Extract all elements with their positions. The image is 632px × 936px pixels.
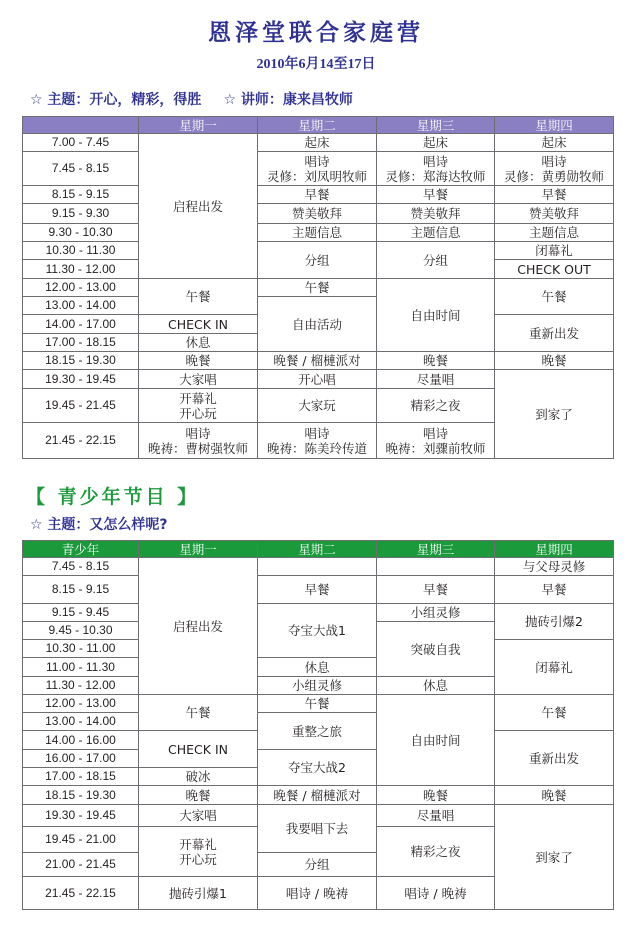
schedule-cell: 我要唱下去	[258, 805, 377, 853]
schedule-cell: 休息	[139, 334, 258, 352]
table-row	[23, 279, 614, 297]
schedule-cell: 主题信息	[377, 224, 495, 242]
column-header: 星期四	[495, 117, 614, 134]
schedule-cell: 自由时间	[377, 279, 495, 352]
schedule-cell: 唱诗 / 晚祷	[258, 877, 377, 910]
time-cell: 19.45 - 21.45	[23, 389, 139, 423]
table-row	[23, 242, 614, 260]
schedule-cell: 晚餐	[377, 352, 495, 370]
schedule-cell: 开心唱	[258, 370, 377, 389]
schedule-cell: 休息	[258, 658, 377, 677]
schedule-cell: CHECK OUT	[495, 260, 614, 279]
time-cell: 21.45 - 22.15	[23, 423, 139, 459]
schedule-cell	[139, 827, 258, 877]
schedule-cell: 起床	[495, 134, 614, 152]
schedule-cell: 晚餐 / 榴槤派对	[258, 786, 377, 805]
cell-line: 开心玩	[179, 405, 217, 421]
time-cell: 13.00 - 14.00	[23, 713, 139, 731]
cell-line: 唱诗	[541, 153, 567, 169]
cell-line: 唱诗	[422, 153, 448, 169]
schedule-cell	[258, 423, 377, 459]
schedule-cell: 午餐	[495, 279, 614, 315]
time-cell: 9.30 - 10.30	[23, 224, 139, 242]
schedule-cell: 晚餐	[139, 786, 258, 805]
schedule-cell: 赞美敬拜	[258, 204, 377, 224]
schedule-cell: 早餐	[495, 186, 614, 204]
table-row	[23, 576, 614, 604]
time-cell: 9.45 - 10.30	[23, 622, 139, 640]
schedule-cell: 尽量唱	[377, 805, 495, 827]
cell-line: 灵修：刘凤明牧师	[266, 168, 367, 184]
schedule-cell: 破冰	[139, 768, 258, 786]
schedule-cell: 抛砖引爆1	[139, 877, 258, 910]
schedule-cell	[377, 423, 495, 459]
cell-line: 灵修：郑海达牧师	[385, 168, 486, 184]
schedule-cell: 早餐	[258, 576, 377, 604]
column-header: 星期一	[139, 117, 258, 134]
cell-line: 开心玩	[179, 851, 217, 867]
empty-cell	[258, 558, 377, 576]
schedule-cell: 到家了	[495, 805, 614, 910]
schedule-cell: 分组	[377, 242, 495, 279]
schedule-cell: 晚餐	[377, 786, 495, 805]
time-cell: 14.00 - 17.00	[23, 315, 139, 334]
schedule-cell: 主题信息	[495, 224, 614, 242]
cell-line: 晚祷：刘骤前牧师	[385, 440, 486, 456]
cell-line: 唱诗	[422, 425, 448, 441]
column-header: 星期一	[139, 541, 258, 558]
schedule-cell: 赞美敬拜	[495, 204, 614, 224]
theme-line	[30, 89, 353, 109]
time-cell: 13.00 - 14.00	[23, 297, 139, 315]
schedule-cell: 午餐	[258, 279, 377, 297]
schedule-cell: 早餐	[495, 576, 614, 604]
cell-line: 开幕礼	[179, 390, 217, 406]
schedule-cell: 大家玩	[258, 389, 377, 423]
schedule-cell: 休息	[377, 677, 495, 695]
time-cell: 9.15 - 9.30	[23, 204, 139, 224]
column-header: 星期四	[495, 541, 614, 558]
schedule-cell: 启程出发	[139, 134, 258, 279]
column-header: 星期三	[377, 541, 495, 558]
schedule-cell: 与父母灵修	[495, 558, 614, 576]
column-header	[23, 117, 139, 134]
schedule-cell: 主题信息	[258, 224, 377, 242]
theme-text: ☆ 主题：开心，精彩，得胜	[30, 92, 202, 108]
schedule-cell: 早餐	[377, 186, 495, 204]
schedule-cell: 起床	[258, 134, 377, 152]
schedule-cell: 夺宝大战1	[258, 604, 377, 658]
schedule-cell: 晚餐	[495, 352, 614, 370]
cell-line: 唱诗	[304, 153, 330, 169]
schedule-cell: 重新出发	[495, 731, 614, 786]
empty-cell	[377, 558, 495, 576]
schedule-cell: 唱诗 / 晚祷	[377, 877, 495, 910]
schedule-cell: 早餐	[377, 576, 495, 604]
schedule-cell	[495, 152, 614, 186]
schedule-cell: 晚餐	[495, 786, 614, 805]
time-cell: 12.00 - 13.00	[23, 279, 139, 297]
schedule-cell: 精彩之夜	[377, 389, 495, 423]
table-row	[23, 604, 614, 622]
time-cell: 11.30 - 12.00	[23, 260, 139, 279]
time-cell: 21.00 - 21.45	[23, 853, 139, 877]
schedule-cell: 夺宝大战2	[258, 750, 377, 786]
table-row	[23, 558, 614, 576]
column-header: 星期二	[258, 541, 377, 558]
schedule-cell: 小组灵修	[377, 604, 495, 622]
table-header-row	[23, 117, 614, 134]
table-row	[23, 204, 614, 224]
time-cell: 19.30 - 19.45	[23, 370, 139, 389]
time-cell: 18.15 - 19.30	[23, 352, 139, 370]
time-cell: 17.00 - 18.15	[23, 768, 139, 786]
schedule-cell: 启程出发	[139, 558, 258, 695]
table-row	[23, 186, 614, 204]
schedule-cell: 自由活动	[258, 297, 377, 352]
schedule-cell: 尽量唱	[377, 370, 495, 389]
schedule-cell	[139, 423, 258, 459]
time-cell: 9.15 - 9.45	[23, 604, 139, 622]
table-row	[23, 224, 614, 242]
speaker-text: ☆ 讲师：康来昌牧师	[223, 92, 353, 108]
schedule-cell: 精彩之夜	[377, 827, 495, 877]
schedule-cell: CHECK IN	[139, 315, 258, 334]
youth-theme-line: ☆ 主题：又怎么样呢?	[30, 517, 168, 533]
schedule-cell: 分组	[258, 242, 377, 279]
youth-section-title: 【 青少年节目 】	[26, 486, 200, 508]
schedule-cell: 小组灵修	[258, 677, 377, 695]
schedule-cell: 起床	[377, 134, 495, 152]
column-header: 星期二	[258, 117, 377, 134]
time-cell: 8.15 - 9.15	[23, 186, 139, 204]
cell-line: 晚祷：曹树强牧师	[147, 440, 248, 456]
schedule-cell: 自由时间	[377, 695, 495, 786]
youth-schedule-table	[22, 540, 614, 910]
schedule-cell: 赞美敬拜	[377, 204, 495, 224]
adult-schedule-table	[22, 116, 614, 459]
schedule-cell: 大家唱	[139, 370, 258, 389]
schedule-cell: 晚餐 / 榴槤派对	[258, 352, 377, 370]
schedule-cell: 午餐	[495, 695, 614, 731]
cell-line: 唱诗	[185, 425, 211, 441]
schedule-cell: CHECK IN	[139, 731, 258, 768]
time-cell: 21.45 - 22.15	[23, 877, 139, 910]
schedule-cell: 闭幕礼	[495, 640, 614, 695]
schedule-cell: 午餐	[139, 279, 258, 315]
schedule-cell: 分组	[258, 853, 377, 877]
time-cell: 19.30 - 19.45	[23, 805, 139, 827]
cell-line: 灵修：黄勇勋牧师	[503, 168, 604, 184]
schedule-cell: 晚餐	[139, 352, 258, 370]
schedule-cell: 闭幕礼	[495, 242, 614, 260]
time-cell: 11.30 - 12.00	[23, 677, 139, 695]
table-row	[23, 805, 614, 827]
table-row	[23, 370, 614, 389]
schedule-cell: 午餐	[139, 695, 258, 731]
cell-line: 晚祷：陈美玲传道	[266, 440, 367, 456]
time-cell: 8.15 - 9.15	[23, 576, 139, 604]
time-cell: 7.45 - 8.15	[23, 558, 139, 576]
schedule-cell	[258, 152, 377, 186]
page-title: 恩泽堂联合家庭营	[208, 19, 424, 46]
schedule-cell: 早餐	[258, 186, 377, 204]
time-cell: 7.45 - 8.15	[23, 152, 139, 186]
cell-line: 开幕礼	[179, 836, 217, 852]
time-cell: 17.00 - 18.15	[23, 334, 139, 352]
schedule-cell	[377, 152, 495, 186]
time-cell: 16.00 - 17.00	[23, 750, 139, 768]
table-row	[23, 786, 614, 805]
time-cell: 11.00 - 11.30	[23, 658, 139, 677]
schedule-cell: 抛砖引爆2	[495, 604, 614, 640]
schedule-cell: 午餐	[258, 695, 377, 713]
table-row	[23, 695, 614, 713]
time-cell: 12.00 - 13.00	[23, 695, 139, 713]
table-row	[23, 152, 614, 186]
event-date: 2010年6月14至17日	[256, 57, 376, 72]
time-cell: 10.30 - 11.00	[23, 640, 139, 658]
schedule-cell: 大家唱	[139, 805, 258, 827]
schedule-cell: 重整之旅	[258, 713, 377, 750]
table-header-row	[23, 541, 614, 558]
time-cell: 10.30 - 11.30	[23, 242, 139, 260]
column-header: 青少年	[23, 541, 139, 558]
schedule-cell	[139, 389, 258, 423]
time-cell: 14.00 - 16.00	[23, 731, 139, 750]
time-cell: 18.15 - 19.30	[23, 786, 139, 805]
schedule-cell: 突破自我	[377, 622, 495, 677]
time-cell: 19.45 - 21.00	[23, 827, 139, 853]
schedule-cell: 重新出发	[495, 315, 614, 352]
schedule-cell: 到家了	[495, 370, 614, 459]
table-row	[23, 352, 614, 370]
time-cell: 7.00 - 7.45	[23, 134, 139, 152]
cell-line: 唱诗	[304, 425, 330, 441]
column-header: 星期三	[377, 117, 495, 134]
table-row	[23, 134, 614, 152]
